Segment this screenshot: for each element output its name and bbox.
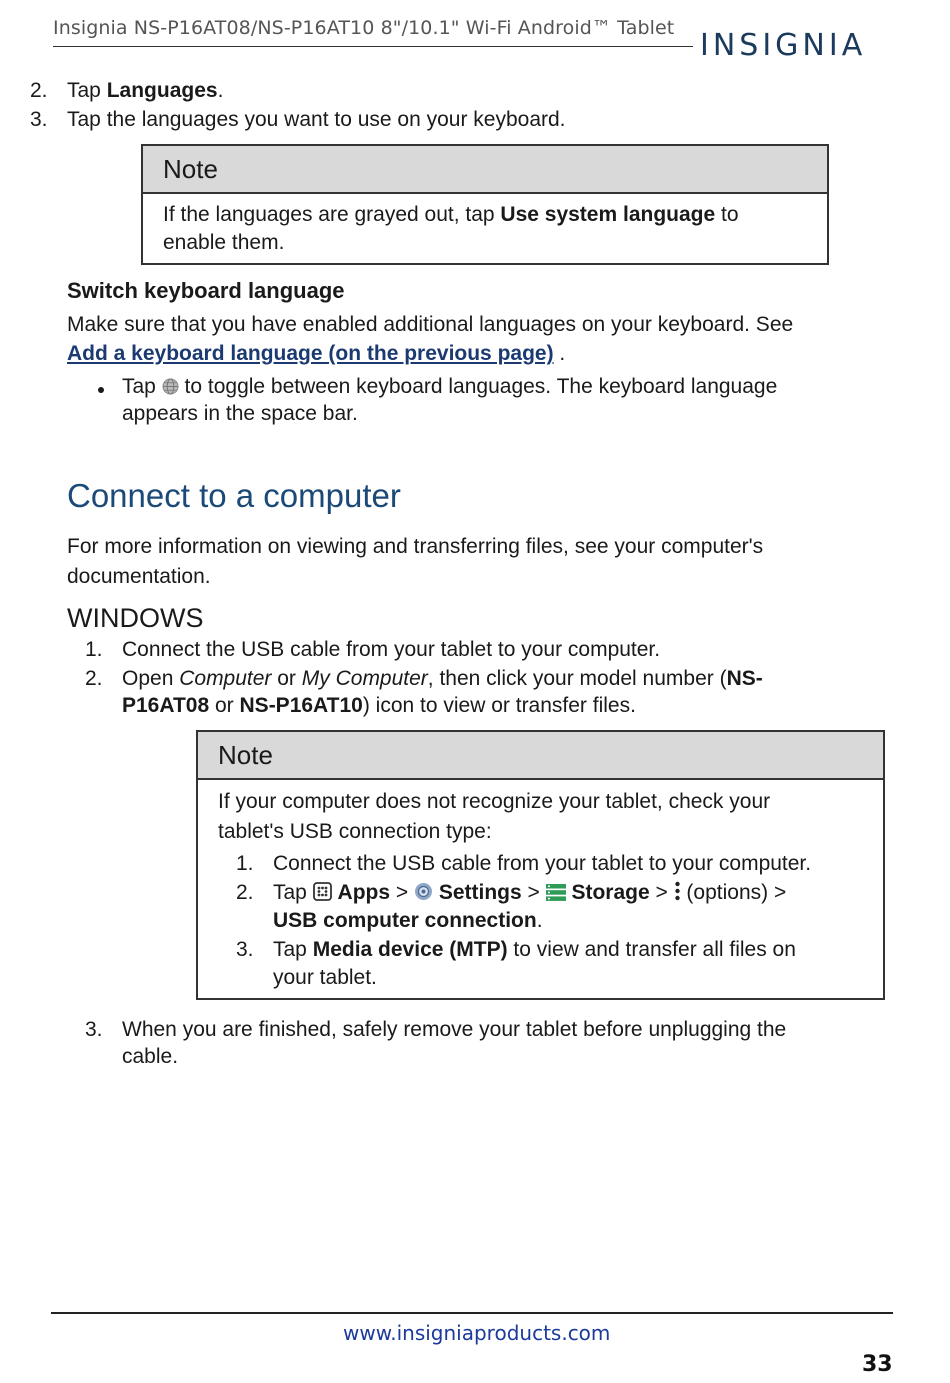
step-number: 2.	[30, 79, 48, 102]
footer-url[interactable]: www.insigniaproducts.com	[343, 1321, 611, 1345]
storage-icon	[546, 881, 566, 909]
note-text: If the languages are grayed out, tap Use system language to	[163, 203, 739, 226]
paragraph-link-line: Add a keyboard language (on the previous page) .	[67, 342, 566, 365]
paragraph: documentation.	[67, 565, 211, 588]
step-text: your tablet.	[273, 966, 377, 989]
bullet-dot	[98, 387, 104, 393]
note-text: If your computer does not recognize your tablet, check your	[218, 790, 771, 813]
step-number: 3.	[30, 108, 48, 131]
step-text: Open Computer or My Computer, then click your model number (NS-	[122, 667, 763, 690]
previous-page-link[interactable]: Add a keyboard language (on the previous page)	[67, 342, 554, 365]
step-number: 3.	[236, 938, 254, 961]
step-text: When you are finished, safely remove your tablet before unplugging the	[122, 1018, 787, 1041]
step-text: cable.	[122, 1045, 179, 1068]
insignia-logo: INSIGNIA	[700, 28, 867, 63]
section-title: Connect to a computer	[67, 477, 401, 514]
step-number: 1.	[236, 852, 254, 875]
step-number: 1.	[85, 638, 103, 661]
bullet-text: Tap to toggle between keyboard languages. The keyboard language	[122, 373, 777, 403]
step-text: Connect the USB cable from your tablet to your computer.	[122, 638, 661, 661]
step-number: 2.	[236, 881, 254, 904]
note-text: enable them.	[163, 231, 285, 254]
note-box	[196, 730, 885, 1000]
step-number: 2.	[85, 667, 103, 690]
step-text: Tap Apps > Settings > Storage > (options) >	[273, 879, 786, 909]
paragraph: Make sure that you have enabled additional languages on your keyboard. See	[67, 313, 794, 336]
step-text: P16AT08 or NS-P16AT10) icon to view or transfer files.	[122, 694, 636, 717]
step-text: Tap Languages.	[67, 79, 224, 102]
document-header-title: Insignia NS-P16AT08/NS-P16AT10 8"/10.1" Wi-Fi Android™ Tablet	[53, 17, 675, 39]
paragraph: For more information on viewing and transferring files, see your computer's	[67, 535, 764, 558]
step-text: Tap Media device (MTP) to view and transfer all files on	[273, 938, 796, 961]
bullet-text: appears in the space bar.	[122, 402, 358, 425]
subsection-heading: WINDOWS	[67, 603, 204, 633]
step-number: 3.	[85, 1018, 103, 1041]
options-icon	[674, 881, 681, 909]
note-text: tablet's USB connection type:	[218, 820, 492, 843]
step-text: Tap the languages you want to use on your keyboard.	[67, 108, 566, 131]
note-title: Note	[143, 146, 827, 194]
footer-rule	[51, 1312, 893, 1314]
note-title: Note	[198, 732, 883, 780]
step-text: Connect the USB cable from your tablet to your computer.	[273, 852, 812, 875]
page-number: 33	[862, 1352, 893, 1377]
globe-icon	[162, 375, 179, 403]
settings-icon	[414, 881, 433, 909]
note-box	[141, 144, 829, 265]
step-text: USB computer connection.	[273, 909, 543, 932]
section-heading: Switch keyboard language	[67, 278, 345, 303]
header-rule	[53, 46, 693, 47]
apps-icon	[313, 881, 332, 909]
